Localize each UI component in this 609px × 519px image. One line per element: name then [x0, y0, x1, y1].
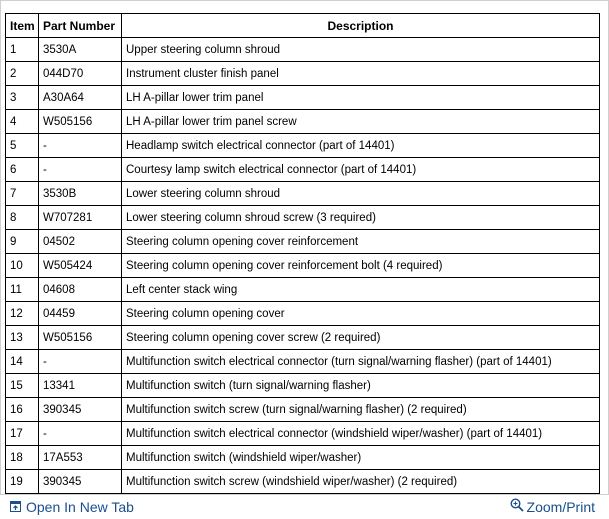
parts-table [5, 13, 600, 494]
cell-part-number: 390345 [39, 398, 122, 422]
cell-description: Multifunction switch (windshield wiper/washer) [122, 446, 600, 470]
table-row [6, 182, 600, 206]
header-part-number: Part Number [39, 14, 122, 38]
cell-part-number: 044D70 [39, 62, 122, 86]
cell-item: 19 [6, 470, 39, 494]
table-header-row [6, 14, 600, 38]
cell-description: Multifunction switch (turn signal/warning flasher) [122, 374, 600, 398]
cell-description: Steering column opening cover screw (2 required) [122, 326, 600, 350]
table-row [6, 230, 600, 254]
table-row [6, 158, 600, 182]
cell-description: Upper steering column shroud [122, 38, 600, 62]
cell-part-number: 390345 [39, 470, 122, 494]
cell-description: LH A-pillar lower trim panel screw [122, 110, 600, 134]
table-row [6, 398, 600, 422]
cell-description: Courtesy lamp switch electrical connector (part of 14401) [122, 158, 600, 182]
table-row [6, 374, 600, 398]
cell-item: 12 [6, 302, 39, 326]
cell-part-number: A30A64 [39, 86, 122, 110]
table-row [6, 86, 600, 110]
cell-part-number: - [39, 350, 122, 374]
table-row [6, 38, 600, 62]
table-row [6, 470, 600, 494]
cell-item: 3 [6, 86, 39, 110]
table-row [6, 278, 600, 302]
table-row [6, 134, 600, 158]
cell-item: 7 [6, 182, 39, 206]
cell-part-number: 04459 [39, 302, 122, 326]
cell-description: Instrument cluster finish panel [122, 62, 600, 86]
cell-item: 16 [6, 398, 39, 422]
cell-part-number: - [39, 422, 122, 446]
header-item: Item [6, 14, 39, 38]
cell-item: 13 [6, 326, 39, 350]
cell-description: Lower steering column shroud [122, 182, 600, 206]
table-row [6, 110, 600, 134]
table-row [6, 206, 600, 230]
cell-item: 11 [6, 278, 39, 302]
cell-part-number: W505156 [39, 110, 122, 134]
cell-item: 5 [6, 134, 39, 158]
open-in-new-tab-link[interactable] [10, 499, 134, 515]
cell-description: Multifunction switch screw (windshield wiper/washer) (2 required) [122, 470, 600, 494]
cell-item: 8 [6, 206, 39, 230]
cell-description: Multifunction switch electrical connector (turn signal/warning flasher) (part of 14401) [122, 350, 600, 374]
cell-item: 4 [6, 110, 39, 134]
cell-description: Left center stack wing [122, 278, 600, 302]
cell-item: 10 [6, 254, 39, 278]
cell-item: 18 [6, 446, 39, 470]
cell-part-number: 04608 [39, 278, 122, 302]
cell-item: 9 [6, 230, 39, 254]
table-row [6, 422, 600, 446]
cell-description: Lower steering column shroud screw (3 required) [122, 206, 600, 230]
cell-item: 1 [6, 38, 39, 62]
cell-description: Headlamp switch electrical connector (part of 14401) [122, 134, 600, 158]
cell-part-number: - [39, 158, 122, 182]
header-description: Description [122, 14, 600, 38]
cell-item: 14 [6, 350, 39, 374]
zoom-icon [510, 498, 524, 515]
cell-item: 6 [6, 158, 39, 182]
table-row [6, 254, 600, 278]
cell-part-number: W505424 [39, 254, 122, 278]
cell-part-number: - [39, 134, 122, 158]
cell-description: Steering column opening cover [122, 302, 600, 326]
table-row [6, 302, 600, 326]
cell-description: Steering column opening cover reinforcement [122, 230, 600, 254]
cell-part-number: 17A553 [39, 446, 122, 470]
cell-item: 17 [6, 422, 39, 446]
open-in-new-tab-icon [10, 499, 21, 515]
table-row [6, 62, 600, 86]
cell-part-number: 13341 [39, 374, 122, 398]
cell-description: LH A-pillar lower trim panel [122, 86, 600, 110]
cell-description: Steering column opening cover reinforcement bolt (4 required) [122, 254, 600, 278]
table-row [6, 350, 600, 374]
cell-item: 2 [6, 62, 39, 86]
table-row [6, 326, 600, 350]
cell-part-number: 04502 [39, 230, 122, 254]
cell-item: 15 [6, 374, 39, 398]
cell-part-number: 3530A [39, 38, 122, 62]
zoom-print-link[interactable] [510, 498, 595, 515]
cell-description: Multifunction switch electrical connector (windshield wiper/washer) (part of 14401) [122, 422, 600, 446]
cell-part-number: 3530B [39, 182, 122, 206]
cell-part-number: W505156 [39, 326, 122, 350]
cell-part-number: W707281 [39, 206, 122, 230]
open-in-new-tab-label: Open In New Tab [26, 499, 134, 515]
table-row [6, 446, 600, 470]
zoom-print-label: Zoom/Print [526, 498, 595, 515]
footer-bar [0, 496, 609, 519]
cell-description: Multifunction switch screw (turn signal/warning flasher) (2 required) [122, 398, 600, 422]
